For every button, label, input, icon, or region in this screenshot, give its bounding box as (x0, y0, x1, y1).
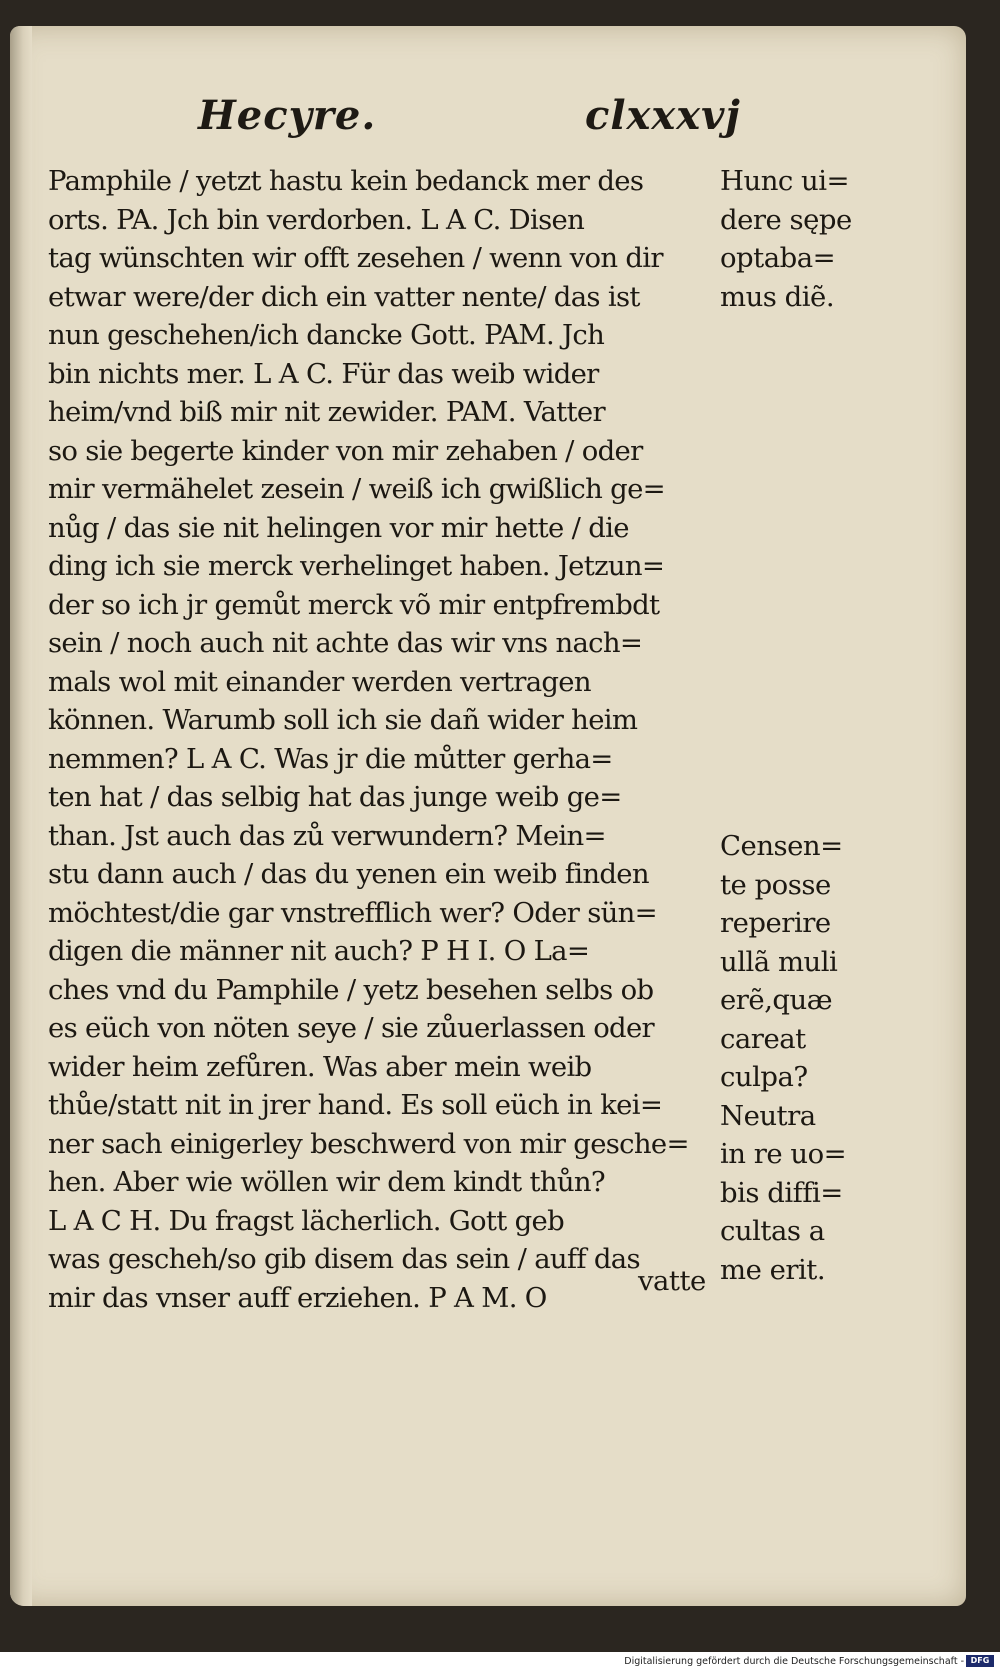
text-line: Pamphile / yetzt hastu kein bedanck mer des (48, 165, 644, 197)
margin-line: bis diffi= (720, 1176, 843, 1209)
text-line: ten hat / das selbig hat das junge weib ge= (48, 781, 622, 813)
text-line: nemmen? L A C. Was jr die můtter gerha= (48, 742, 613, 775)
text-line: nůg / das sie nit helingen vor mir hette / die (48, 511, 629, 544)
margin-line: me erit. (720, 1253, 826, 1286)
margin-line: Hunc ui= (720, 165, 850, 197)
main-text-column (48, 162, 718, 1317)
text-line: es eüch von nöten seye / sie zůuerlassen oder (48, 1012, 654, 1044)
margin-line: optaba= (720, 242, 836, 274)
margin-note-2 (720, 827, 870, 1289)
text-line: mir das vnser auff erziehen. P A M. O (48, 1281, 547, 1314)
text-line: heim/vnd biß mir nit zewider. PAM. Vatter (48, 396, 605, 428)
text-line: ner sach einigerley beschwerd von mir gesche= (48, 1127, 689, 1160)
running-title: Hecyre. (198, 92, 377, 139)
margin-line: ullã muli (720, 945, 838, 978)
text-line: etwar were/der dich ein vatter nente/ das ist (48, 280, 640, 313)
margin-line: erẽ,quæ (720, 984, 833, 1016)
text-line: orts. PA. Jch bin verdorben. L A C. Disen (48, 203, 585, 236)
text-line: L A C H. Du fragst lächerlich. Gott geb (48, 1204, 565, 1237)
folio-number: clxxxvj (585, 92, 741, 139)
margin-line: cultas a (720, 1215, 825, 1247)
text-line: so sie begerte kinder von mir zehaben / oder (48, 434, 643, 467)
catchword: vatte (638, 1265, 706, 1297)
text-line: ches vnd du Pamphile / yetz besehen selbs ob (48, 973, 654, 1006)
text-line: nun geschehen/ich dancke Gott. PAM. Jch (48, 319, 605, 351)
text-line: stu dann auch / das du yenen ein weib finden (48, 858, 649, 890)
margin-line: mus diẽ. (720, 280, 835, 313)
margin-line: in re uo= (720, 1138, 847, 1170)
dfg-logo-icon[interactable]: DFG (966, 1655, 994, 1667)
text-line: können. Warumb soll ich sie dañ wider heim (48, 704, 638, 736)
margin-line: reperire (720, 907, 831, 939)
text-line: wider heim zefůren. Was aber mein weib (48, 1050, 592, 1083)
margin-line: culpa? (720, 1061, 808, 1093)
margin-line: Neutra (720, 1099, 816, 1132)
text-line: than. Jst auch das zů verwundern? Mein= (48, 819, 606, 852)
funding-credit: Digitalisierung gefördert durch die Deutsche Forschungsgemeinschaft - (624, 1656, 964, 1667)
page-gutter (10, 26, 32, 1606)
text-line: der so ich jr gemůt merck võ mir entpfrembdt (48, 588, 660, 621)
text-line: bin nichts mer. L A C. Für das weib wider (48, 357, 599, 390)
text-line: hen. Aber wie wöllen wir dem kindt thůn? (48, 1166, 605, 1198)
margin-line: te posse (720, 868, 831, 901)
margin-line: Censen= (720, 830, 843, 862)
text-line: mir vermähelet zesein / weiß ich gwißlich ge= (48, 473, 665, 505)
text-line: möchtest/die gar vnstrefflich wer? Oder sün= (48, 896, 657, 929)
margin-line: dere sępe (720, 203, 852, 236)
text-line: tag wünschten wir offt zesehen / wenn von dir (48, 242, 663, 274)
text-line: digen die männer nit auch? P H I. O La= (48, 935, 590, 967)
text-line: sein / noch auch nit achte das wir vns nach= (48, 627, 643, 659)
text-line: thůe/statt nit in jrer hand. Es soll eüch in kei= (48, 1089, 663, 1121)
text-line: mals wol mit einander werden vertragen (48, 665, 591, 698)
text-line: ding ich sie merck verhelinget haben. Jetzun= (48, 550, 665, 582)
margin-line: careat (720, 1022, 806, 1055)
margin-note-1 (720, 162, 870, 316)
text-line: was gescheh/so gib disem das sein / auff das (48, 1243, 640, 1275)
